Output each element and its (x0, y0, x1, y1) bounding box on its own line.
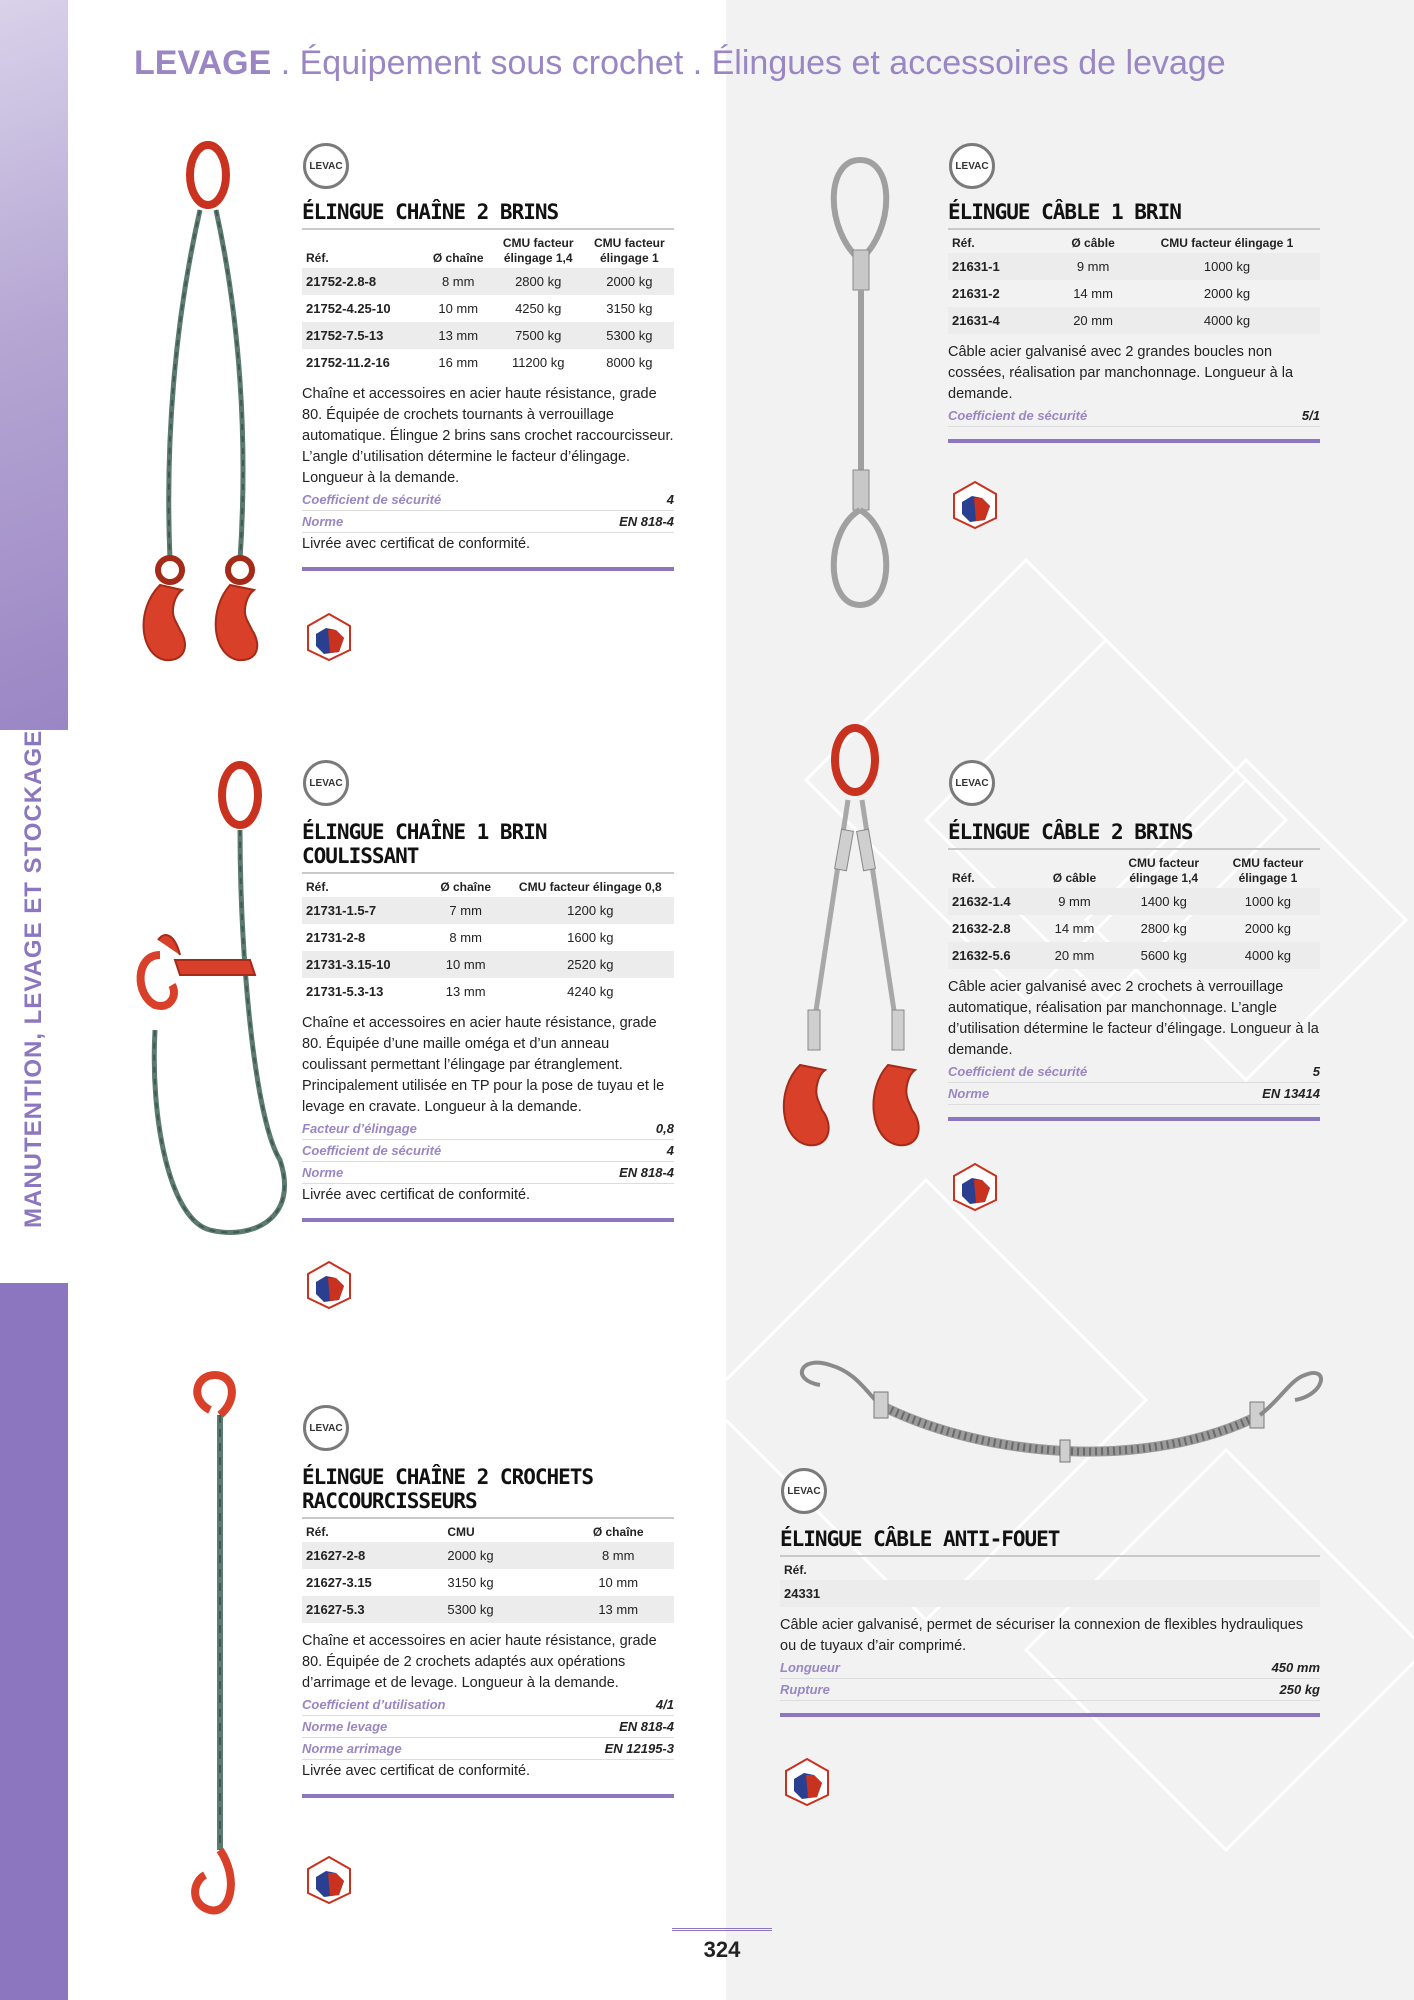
product-description: Chaîne et accessoires en acier haute résistance, grade 80. Équipée de 2 crochets adaptés aux opérations d’arrimage et de levage. Longueur à la demande. (302, 1633, 657, 1691)
table-cell: 21731-2-8 (306, 930, 366, 945)
levac-logo-icon: LEVAC (949, 760, 995, 806)
product-chain-1-leg-sliding (302, 820, 674, 1222)
table-row (302, 322, 674, 349)
spec-row (948, 1061, 1320, 1083)
table-cell: 10 mm (598, 1575, 639, 1590)
table-cell: 21752-2.8-8 (302, 268, 425, 295)
page-number: 324 (672, 1928, 772, 1963)
product-table (948, 854, 1320, 969)
spec-row (302, 1140, 674, 1162)
col-header: Réf. (306, 880, 329, 894)
table-cell: 2000 kg (443, 1542, 562, 1569)
section-divider (302, 567, 674, 571)
levac-logo-icon: LEVAC (303, 143, 349, 189)
spec-value: 4 (666, 492, 674, 507)
spec-label: Coefficient de sécurité (948, 408, 1088, 423)
table-cell: 8 mm (425, 268, 492, 295)
spec-value: EN 12195-3 (604, 1741, 674, 1756)
product-cable-1-leg (948, 200, 1320, 443)
spec-value: EN 13414 (1262, 1086, 1320, 1101)
table-cell: 21752-7.5-13 (302, 322, 425, 349)
table-cell: 5300 kg (585, 322, 674, 349)
table-cell: 13 mm (425, 322, 492, 349)
col-header: Réf. (952, 236, 975, 250)
spec-row (948, 1083, 1320, 1105)
section-divider (302, 1794, 674, 1798)
product-description: Câble acier galvanisé avec 2 grandes boucles non cossées, réalisation par manchonnage. Longueur à la demande. (948, 344, 1294, 402)
made-in-france-icon (306, 1855, 352, 1905)
table-row (302, 978, 674, 1005)
table-cell: 21632-1.4 (948, 888, 1037, 915)
table-cell: 20 mm (1037, 942, 1111, 969)
table-cell: 2520 kg (507, 951, 674, 978)
table-cell: 10 mm (438, 301, 479, 316)
spec-label: Coefficient d’utilisation (302, 1697, 446, 1712)
table-row (302, 1569, 674, 1596)
product-table (948, 234, 1320, 334)
product-chain-2-legs (302, 200, 674, 571)
cable-1-leg-image (815, 150, 925, 620)
col-header: CMU facteur élingage 0,8 (518, 880, 662, 894)
table-cell: 5300 kg (443, 1596, 562, 1623)
table-cell: 4000 kg (1134, 307, 1320, 334)
col-header: CMU (447, 1525, 475, 1539)
table-cell: 2000 kg (1203, 286, 1251, 301)
col-header: Réf. (784, 1563, 807, 1577)
table-cell: 21752-11.2-16 (306, 355, 390, 370)
product-title: ÉLINGUE CHAÎNE 2 CROCHETS RACCOURCISSEURS (302, 1465, 674, 1519)
section-divider (302, 1218, 674, 1222)
levac-logo-icon: LEVAC (303, 1405, 349, 1451)
product-cable-2-legs (948, 820, 1320, 1121)
table-cell: 21752-4.25-10 (306, 301, 391, 316)
table-row (302, 1596, 674, 1623)
table-cell: 21627-3.15 (306, 1575, 372, 1590)
section-label: MANUTENTION, LEVAGE ET STOCKAGE (20, 729, 47, 1228)
table-cell: 21632-5.6 (948, 942, 1037, 969)
col-header: Ø chaîne (440, 880, 491, 894)
table-cell: 7500 kg (492, 322, 585, 349)
col-header: CMU facteur élingage 1 (1232, 856, 1304, 885)
table-cell: 4250 kg (515, 301, 562, 316)
spec-label: Norme (302, 514, 344, 529)
col-header: CMU facteur élingage 1 (1160, 236, 1294, 250)
col-header: CMU facteur élingage 1,4 (502, 236, 574, 265)
table-cell: 14 mm (1054, 921, 1095, 936)
product-description: Chaîne et accessoires en acier haute résistance, grade 80. Équipée de crochets tournants à verrouillage automatique. Élingue 2 brins sans crochet raccourcisseur. L’angle d’utilisation détermine le facteur d’élingage. Longueur à la demande. (302, 386, 674, 486)
spec-value: EN 818-4 (619, 514, 674, 529)
title-rest: . Équipement sous crochet . Élingues et accessoires de levage (271, 44, 1226, 82)
table-cell: 8 mm (449, 930, 482, 945)
spec-label: Rupture (780, 1682, 830, 1697)
product-table (302, 878, 674, 1005)
product-description: Câble acier galvanisé avec 2 crochets à verrouillage automatique, réalisation par manchonnage. L’angle d’utilisation détermine le facteur d’élingage. Longueur à la demande. (948, 979, 1319, 1058)
table-cell: 7 mm (425, 897, 507, 924)
col-header: Ø chaîne (432, 251, 484, 265)
spec-row (780, 1657, 1320, 1679)
col-header: Réf. (306, 251, 329, 265)
spec-value: 0,8 (655, 1121, 674, 1136)
product-table (302, 1523, 674, 1623)
spec-row (302, 1162, 674, 1184)
spec-row (948, 405, 1320, 427)
spec-label: Coefficient de sécurité (302, 1143, 442, 1158)
made-in-france-icon (952, 1162, 998, 1212)
sidebar-decor-bottom (0, 1283, 68, 2000)
levac-logo-icon: LEVAC (781, 1468, 827, 1514)
spec-row (780, 1679, 1320, 1701)
page-title (134, 44, 1226, 83)
cable-2-legs-image (770, 720, 940, 1150)
spec-row (302, 1694, 674, 1716)
chain-1-leg-sliding-image (130, 760, 290, 1270)
certificate-note: Livrée avec certificat de conformité. (302, 536, 531, 552)
table-row (302, 295, 674, 322)
table-cell: 5600 kg (1112, 942, 1216, 969)
table-cell: 2800 kg (492, 268, 585, 295)
table-cell: 4240 kg (567, 984, 614, 999)
spec-label: Facteur d’élingage (302, 1121, 417, 1136)
made-in-france-icon (306, 612, 352, 662)
table-cell: 16 mm (438, 355, 479, 370)
product-title: ÉLINGUE CÂBLE 1 BRIN (948, 200, 1320, 230)
table-row (302, 924, 674, 951)
table-cell: 20 mm (1052, 307, 1134, 334)
table-row (948, 915, 1320, 942)
spec-value: 4 (666, 1143, 674, 1158)
table-row (302, 1542, 674, 1569)
spec-value: 5 (1312, 1064, 1320, 1079)
table-cell: 21631-1 (948, 253, 1052, 280)
table-cell: 2800 kg (1140, 921, 1187, 936)
sidebar-decor-top (0, 0, 68, 730)
spec-row (302, 1716, 674, 1738)
table-cell: 9 mm (1052, 253, 1134, 280)
table-row (302, 268, 674, 295)
product-title: ÉLINGUE CÂBLE ANTI-FOUET (780, 1527, 1320, 1557)
product-anti-whip-cable (780, 1527, 1320, 1717)
col-header: Ø câble (1071, 236, 1115, 250)
product-description: Chaîne et accessoires en acier haute résistance, grade 80. Équipée d’une maille oméga et d’un anneau coulissant permettant l’élingage par étranglement. Principalement utilisée en TP pour la pose de tuyau et le levage en cravate. Longueur à la demande. (302, 1015, 665, 1115)
table-cell: 24331 (780, 1580, 1320, 1607)
spec-value: EN 818-4 (619, 1719, 674, 1734)
spec-row (302, 511, 674, 533)
table-cell: 13 mm (445, 984, 486, 999)
spec-label: Norme arrimage (302, 1741, 402, 1756)
table-cell: 21731-3.15-10 (302, 951, 425, 978)
table-cell: 1400 kg (1112, 888, 1216, 915)
table-cell: 1000 kg (1134, 253, 1320, 280)
table-cell: 1200 kg (507, 897, 674, 924)
made-in-france-icon (306, 1260, 352, 1310)
product-table (302, 234, 674, 376)
table-cell: 21731-1.5-7 (302, 897, 425, 924)
col-header: Ø câble (1052, 871, 1097, 885)
chain-2-legs-image (130, 140, 270, 670)
table-row (948, 942, 1320, 969)
spec-value: 250 kg (1279, 1682, 1320, 1697)
certificate-note: Livrée avec certificat de conformité. (302, 1187, 531, 1203)
table-row (780, 1580, 1320, 1607)
table-row (302, 897, 674, 924)
table-cell: 2000 kg (1244, 921, 1292, 936)
chain-2-hooks-image (180, 1370, 260, 1920)
table-cell: 3150 kg (447, 1575, 494, 1590)
col-header: CMU facteur élingage 1 (594, 236, 665, 265)
spec-value: 5/1 (1301, 408, 1320, 423)
certificate-note: Livrée avec certificat de conformité. (302, 1763, 531, 1779)
product-table (780, 1561, 1320, 1607)
spec-row (302, 1738, 674, 1760)
spec-row (302, 1118, 674, 1140)
table-row (948, 888, 1320, 915)
table-cell: 3150 kg (606, 301, 653, 316)
table-cell: 14 mm (1073, 286, 1113, 301)
spec-row (302, 489, 674, 511)
product-title: ÉLINGUE CHAÎNE 2 BRINS (302, 200, 674, 230)
table-row (948, 253, 1320, 280)
spec-label: Norme (948, 1086, 990, 1101)
product-chain-2-hooks (302, 1465, 674, 1798)
spec-label: Coefficient de sécurité (948, 1064, 1088, 1079)
table-cell: 9 mm (1037, 888, 1111, 915)
spec-label: Norme (302, 1165, 344, 1180)
product-title: ÉLINGUE CÂBLE 2 BRINS (948, 820, 1320, 850)
product-title: ÉLINGUE CHAÎNE 1 BRIN COULISSANT (302, 820, 674, 874)
spec-value: EN 818-4 (619, 1165, 674, 1180)
table-cell: 21627-5.3 (302, 1596, 443, 1623)
levac-logo-icon: LEVAC (303, 760, 349, 806)
table-cell: 21631-2 (952, 286, 1000, 301)
table-cell: 10 mm (425, 951, 507, 978)
table-row (948, 280, 1320, 307)
table-cell: 21632-2.8 (952, 921, 1011, 936)
section-divider (948, 439, 1320, 443)
made-in-france-icon (784, 1757, 830, 1807)
table-cell: 21627-2-8 (302, 1542, 443, 1569)
table-cell: 11200 kg (511, 355, 565, 370)
table-cell: 21631-4 (948, 307, 1052, 334)
spec-label: Norme levage (302, 1719, 388, 1734)
table-row (302, 951, 674, 978)
table-row (302, 349, 674, 376)
levac-logo-icon: LEVAC (949, 143, 995, 189)
spec-value: 450 mm (1271, 1660, 1320, 1675)
product-description: Câble acier galvanisé, permet de sécuriser la connexion de flexibles hydrauliques ou de tuyaux d’air comprimé. (780, 1617, 1304, 1654)
table-cell: 4000 kg (1216, 942, 1320, 969)
spec-value: 4/1 (655, 1697, 674, 1712)
anti-whip-cable-image (790, 1360, 1330, 1510)
col-header: Ø chaîne (592, 1525, 644, 1539)
table-cell: 1600 kg (567, 930, 614, 945)
table-cell: 8 mm (562, 1542, 674, 1569)
table-cell: 2000 kg (585, 268, 674, 295)
table-cell: 1000 kg (1216, 888, 1320, 915)
title-lead: LEVAGE (134, 44, 272, 82)
section-divider (948, 1117, 1320, 1121)
col-header: Réf. (952, 871, 975, 885)
table-row (948, 307, 1320, 334)
spec-label: Coefficient de sécurité (302, 492, 442, 507)
col-header: CMU facteur élingage 1,4 (1128, 856, 1200, 885)
made-in-france-icon (952, 480, 998, 530)
col-header: Réf. (306, 1525, 329, 1539)
section-divider (780, 1713, 1320, 1717)
table-cell: 21731-5.3-13 (306, 984, 384, 999)
table-cell: 13 mm (562, 1596, 674, 1623)
spec-label: Longueur (780, 1660, 840, 1675)
table-cell: 8000 kg (606, 355, 653, 370)
